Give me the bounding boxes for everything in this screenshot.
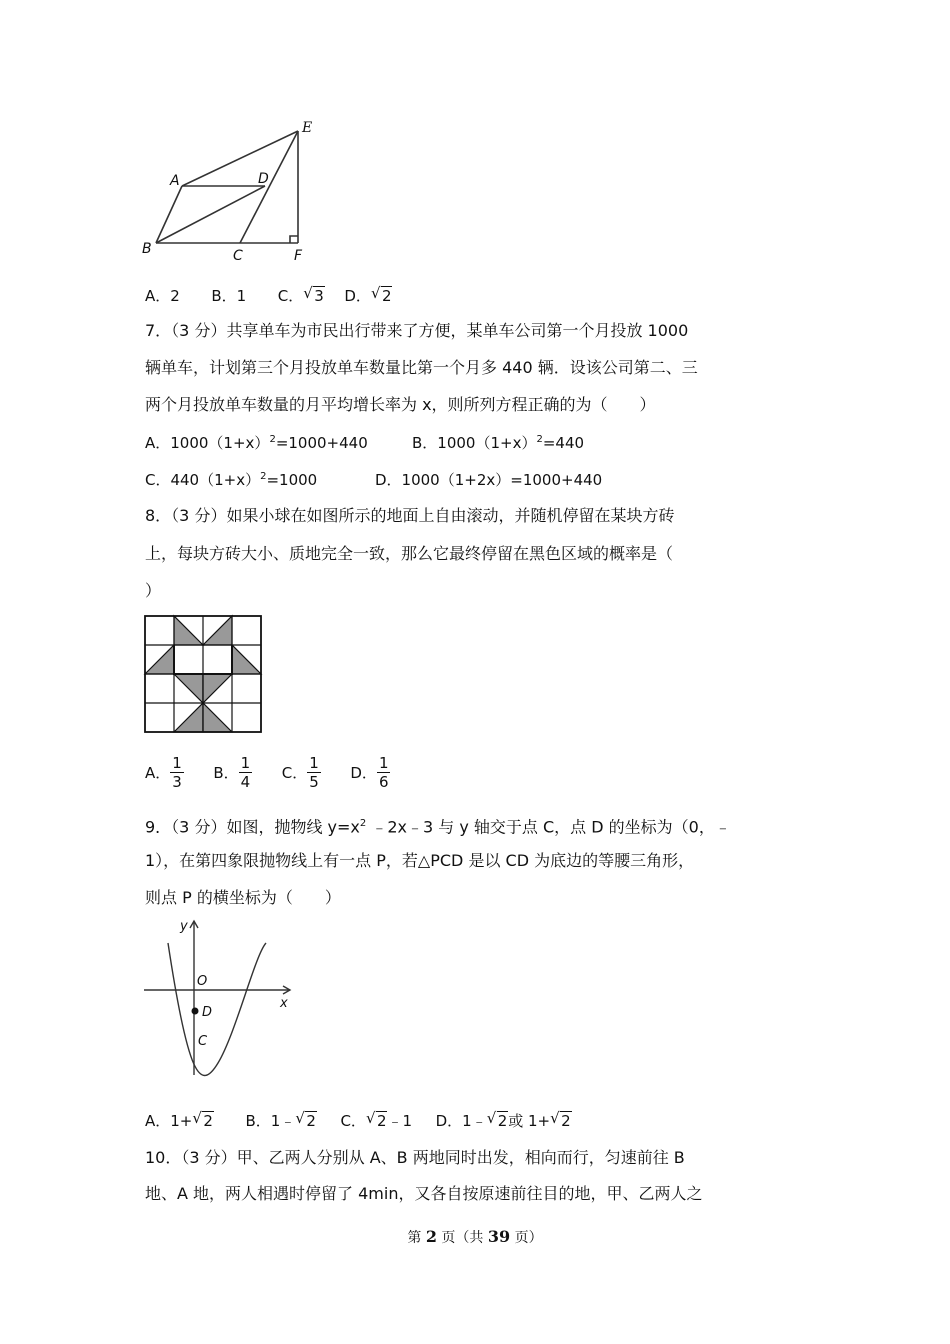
q7-option-b[interactable]: B．$1000(1+x)^2=440$ (412, 434, 585, 452)
q9-option-d[interactable]: D．1﹣ √ 2或 1+ √ 2 (435, 1109, 571, 1130)
page-footer: 第 2 页（共 39 页） (407, 1227, 543, 1246)
label-B: B (142, 241, 152, 257)
q7-line1: 7．（3 分）共享单车为市民出行带来了方便，某单车公司第一个月投放 1000 (145, 321, 689, 340)
q8-line3: ） (145, 581, 162, 600)
label-A: A (170, 173, 180, 189)
q8-line1: 8．（3 分）如果小球在如图所示的地面上自由滚动，并随机停留在某块方砖 (145, 506, 675, 525)
q9-line2: 1），在第四象限抛物线上有一点 P，若△PCD 是以 CD 为底边的等腰三角形， (145, 851, 695, 870)
q7-line2: 辆单车，计划第三个月投放单车数量比第一个月多 440 辆．设该公司第二、三 (145, 358, 698, 377)
q8-option-a[interactable]: A． $\frac{1}{3}$ (145, 754, 182, 791)
q8-options (145, 754, 390, 791)
geometry-figure (140, 115, 315, 265)
label-C-graph: C (198, 1034, 208, 1049)
page-number: 2 (425, 1227, 437, 1246)
label-E: E (302, 120, 313, 136)
q6-option-b[interactable]: B．1 (211, 287, 247, 305)
q10-line2: 地、A 地，两人相遇时停留了 4min，又各自按原速前往目的地，甲、乙两人之 (145, 1184, 703, 1203)
q8-option-c[interactable]: C． $\frac{1}{5}$ (281, 754, 319, 791)
q7-option-a[interactable]: A．$1000(1+x)^2=1000+440$ (145, 434, 368, 452)
parabola-graph (140, 915, 300, 1080)
q7-line3: 两个月投放单车数量的月平均增长率为 x，则所列方程正确的为（ ） (145, 395, 656, 414)
q10-line1: 10．（3 分）甲、乙两人分别从 A、B 两地同时出发，相向而行，匀速前往 B (145, 1148, 685, 1167)
total-pages: 39 (487, 1227, 511, 1246)
label-C: C (233, 248, 243, 264)
q6-option-d[interactable]: D． √ 2 (344, 284, 392, 305)
q8-option-b[interactable]: B． $\frac{1}{4}$ (213, 754, 251, 791)
point-D (192, 1008, 199, 1015)
q8-line2: 上，每块方砖大小、质地完全一致，那么它最终停留在黑色区域的概率是（ (145, 544, 674, 563)
q6-options (145, 285, 392, 306)
q9-option-b[interactable]: B．1﹣ √ 2 (245, 1109, 316, 1130)
label-F: F (294, 248, 303, 264)
q9-option-a[interactable]: A．1+ √ 2 (145, 1109, 213, 1130)
q6-option-c[interactable]: C． √ 3 (277, 284, 324, 305)
axis-label-y: y (180, 919, 188, 934)
q9-option-c[interactable]: C． √ 2﹣1 (340, 1109, 413, 1130)
q9-line1: 9．（3 分）如图，抛物线 $y=x^2$ ﹣2x﹣3 与 y 轴交于点 C，点 D 的坐标为（0，﹣ (145, 817, 731, 837)
q9-options (145, 1110, 572, 1131)
label-O: O (197, 974, 208, 989)
q6-option-a[interactable]: A．2 (145, 287, 180, 305)
q7-option-d[interactable]: D．1000（1+2x）=1000+440 (375, 471, 603, 489)
label-D: D (258, 171, 269, 187)
q7-option-c[interactable]: C．$440(1+x)^2=1000$ (145, 471, 318, 489)
tile-grid (143, 614, 265, 736)
label-D-graph: D (202, 1005, 213, 1020)
axis-label-x: x (280, 996, 288, 1011)
q8-option-d[interactable]: D． $\frac{1}{6}$ (350, 754, 389, 791)
q9-line3: 则点 P 的横坐标为（ ） (145, 888, 341, 907)
